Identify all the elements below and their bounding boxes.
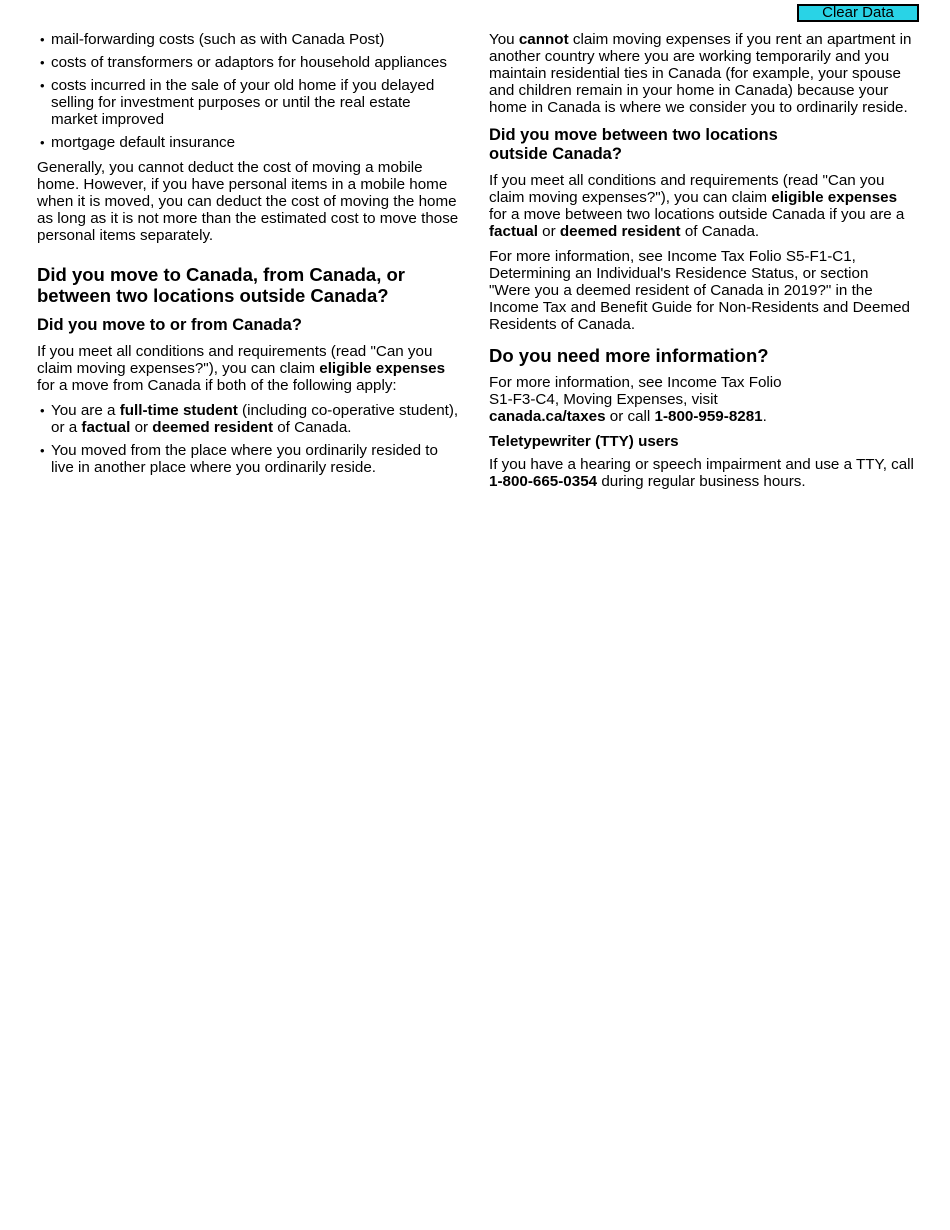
text-span: or	[537, 223, 560, 240]
subheading-tty-users: Teletypewriter (TTY) users	[489, 433, 679, 450]
website-link-taxes[interactable]: taxes	[566, 408, 606, 425]
subheading-to-or-from-canada: Did you move to or from Canada?	[37, 316, 302, 334]
text-span: of Canada.	[273, 419, 352, 436]
text-span: claim moving expenses if you rent an apartment in another country where you are working temporarily and you maintain residential ties in Canada (for example, your spouse and children remain in your home in Canada) because your home in Canada is where we consider you to ordinarily reside.	[489, 31, 912, 116]
text-span: (including co-operative student), or a	[51, 402, 459, 436]
between-locations-paragraph	[489, 172, 914, 240]
conditions-bullet-list	[37, 402, 460, 476]
text-span: for a move between two locations outside Canada if you are a	[489, 206, 905, 223]
bold-term: cannot	[518, 31, 569, 48]
cannot-claim-paragraph	[489, 31, 914, 116]
section-heading-more-info: Do you need more information?	[489, 345, 769, 366]
text-span: For more information, see Income Tax Folio S1-F3-C4, Moving Expenses, visit	[489, 374, 782, 408]
subheading-between-locations: Did you move between two locations outside Canada?	[489, 126, 778, 163]
website-link-separator: /	[562, 408, 567, 425]
bold-term: eligible expenses	[319, 360, 446, 377]
list-item: • costs of transformers or adaptors for household appliances	[37, 54, 460, 71]
section-heading-move-canada: Did you move to Canada, from Canada, or between two locations outside Canada?	[37, 264, 406, 306]
list-item: • mail-forwarding costs (such as with Canada Post)	[37, 31, 460, 48]
mobile-home-paragraph: Generally, you cannot deduct the cost of moving a mobile home. However, if you have personal items in a mobile home when it is moved, you can deduct the cost of moving the home as long as it is not more than the estimated cost to move those personal items separately.	[37, 159, 459, 244]
phone-number: 1-800-959-8281	[654, 408, 763, 425]
text-span: If you meet all conditions and requirements (read "Can you claim moving expenses?"), you can claim	[37, 343, 433, 377]
text-span: You	[489, 31, 519, 48]
conditions-paragraph	[37, 343, 460, 394]
bold-term: deemed resident	[559, 223, 681, 240]
text-span: during regular business hours.	[597, 473, 806, 490]
bold-term: eligible expenses	[771, 189, 898, 206]
text-span: .	[762, 408, 767, 425]
list-item: • You moved from the place where you ordinarily resided to live in another place where you ordinarily reside.	[37, 442, 460, 476]
text-span: or call	[605, 408, 655, 425]
bold-term: deemed resident	[152, 419, 273, 436]
bold-term: factual	[489, 223, 538, 240]
text-span: of Canada.	[680, 223, 760, 240]
clear-data-button[interactable]: Clear Data	[797, 4, 919, 22]
text-span: You are a	[51, 402, 120, 419]
tty-phone-number: 1-800-665-0354	[489, 473, 598, 490]
list-item: • costs incurred in the sale of your old home if you delayed selling for investment purposes or until the real estate market improved	[37, 77, 460, 128]
left-column	[37, 31, 460, 484]
right-column	[489, 31, 914, 498]
residence-folio-paragraph: For more information, see Income Tax Folio S5-F1-C1, Determining an Individual's Residence Status, or section "Were you a deemed resident of Canada in 2019?" in the Income Tax and Benefit Guide for Non-Residents and Deemed Residents of Canada.	[489, 248, 910, 333]
expense-bullet-list	[37, 31, 460, 151]
list-item: • mortgage default insurance	[37, 134, 460, 151]
text-span: or	[130, 419, 153, 436]
tty-paragraph	[489, 456, 914, 490]
bold-term: factual	[81, 419, 131, 436]
text-span: for a move from Canada if both of the following apply:	[37, 377, 397, 394]
website-link[interactable]: canada.ca	[489, 408, 563, 425]
list-item	[37, 402, 460, 436]
text-span: If you have a hearing or speech impairment and use a TTY, call	[489, 456, 914, 473]
bold-term: full-time student	[119, 402, 238, 419]
text-span: If you meet all conditions and requirements (read "Can you claim moving expenses?"), you can claim	[489, 172, 885, 206]
more-info-paragraph	[489, 374, 799, 425]
